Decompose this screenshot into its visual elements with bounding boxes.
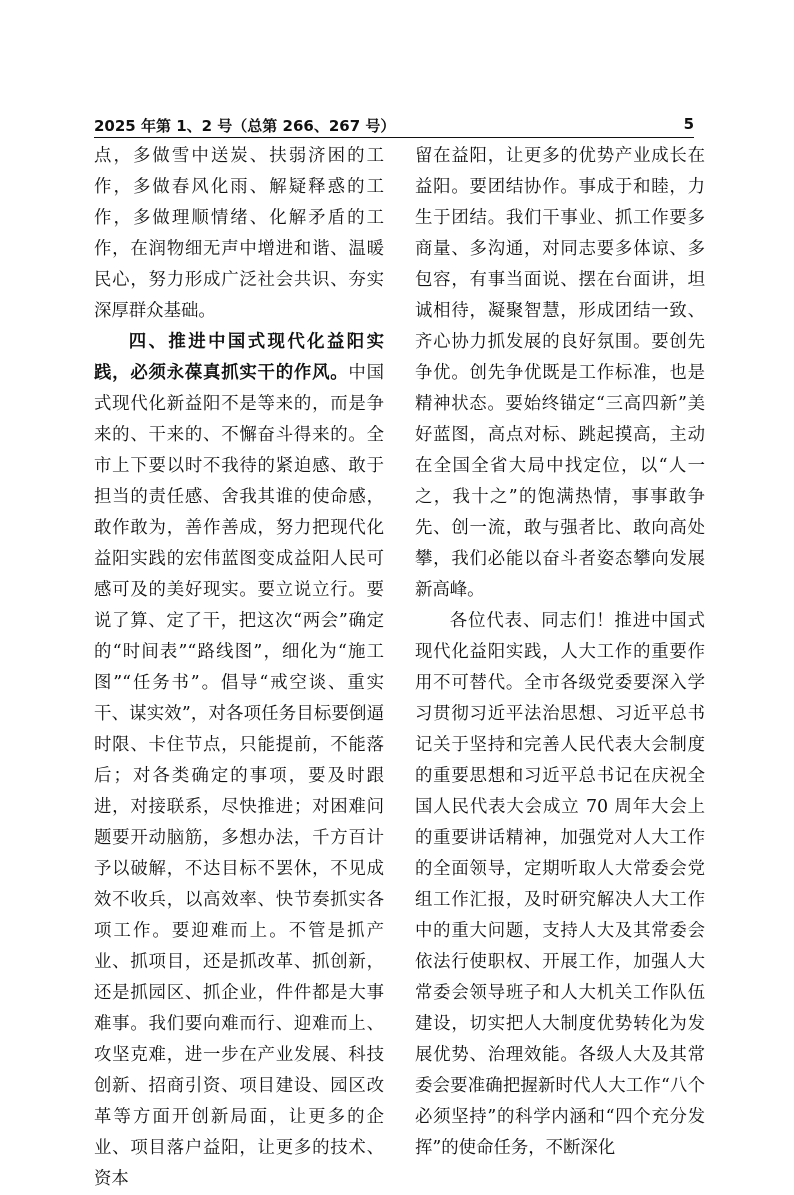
right-column [415,141,705,1164]
paragraph-delegates: 各位代表、同志们！推进中国式现代化益阳实践，人大工作的重要作用不可替代。全市各级党委要深入学习贯彻习近平法治思想、习近平总书记关于坚持和完善人民代表大会制度的重要思想和习近平总书记在庆祝全国人民代表大会成立 70 周年大会上的重要讲话精神，加强党对人大工作的全面领导，定期听取人大常委会党组工作汇报，及时研究解决人大工作中的重大问题，支持人大及其常委会依法行使职权、开展工作，加强人大常委会领导班子和人大机关工作队伍建设，切实把人大制度优势转化为发展优势、治理效能。各级人大及其常委会要准确把握新时代人大工作“八个必须坚持”的科学内涵和“四个充分发挥”的使命任务，不断深化 [415,611,705,1158]
section-body: 中国式现代化新益阳不是等来的，而是争来的、干来的、不懈奋斗得来的。全市上下要以时不我待的紧迫感、敢于担当的责任感、舍我其谁的使命感，敢作敢为，善作善成，努力把现代化益阳实践的宏伟蓝图变成益阳人民可感可及的美好现实。要立说立行。要说了算、定了干，把这次“两会”确定的“时间表”“路线图”，细化为“施工图”“任务书”。倡导“戒空谈、重实干、谋实效”，对各项任务目标要倒逼时限、卡住节点，只能提前，不能落后；对各类确定的事项，要及时跟进，对接联系，尽快推进；对困难问题要开动脑筋，多想办法，千方百计予以破解，不达目标不罢休，不见成效不收兵，以高效率、快节奏抓实各项工作。要迎难而上。不管是抓产业、抓项目，还是抓改革、抓创新，还是抓园区、抓企业，件件都是大事难事。我们要向难而行、迎难而上、攻坚克难，进一步在产业发展、科技创新、招商引资、项目建设、园区改革等方面开创新局面，让更多的企业、项目落户益阳，让更多的技术、资本 [94,363,384,1189]
page-header [94,113,694,137]
paragraph-continued: 点，多做雪中送炭、扶弱济困的工作，多做春风化雨、解疑释惑的工作，多做理顺情绪、化解矛盾的工作，在润物细无声中增进和谐、温暖民心，努力形成广泛社会共识、夯实深厚群众基础。 [94,146,384,321]
left-column [94,141,384,1195]
issue-info: 2025 年第 1、2 号（总第 266、267 号） [94,117,396,135]
paragraph-continued-right: 留在益阳，让更多的优势产业成长在益阳。要团结协作。事成于和睦，力生于团结。我们干事业、抓工作要多商量、多沟通，对同志要多体谅、多包容，有事当面说、摆在台面讲，坦诚相待，凝聚智慧，形成团结一致、齐心协力抓发展的良好氛围。要创先争优。创先争优既是工作标准，也是精神状态。要始终锚定“三高四新”美好蓝图，高点对标、跳起摸高，主动在全国全省大局中找定位，以“人一之，我十之”的饱满热情，事事敢争先、创一流，敢与强者比、敢向高处攀，我们必能以奋斗者姿态攀向发展新高峰。 [415,146,705,600]
section-four-paragraph [94,327,384,1195]
section-heading: 四、推进中国式现代化益阳实践，必须永葆真抓实干的作风。 [94,332,384,383]
header-rule [94,137,694,138]
page-number: 5 [683,115,694,133]
